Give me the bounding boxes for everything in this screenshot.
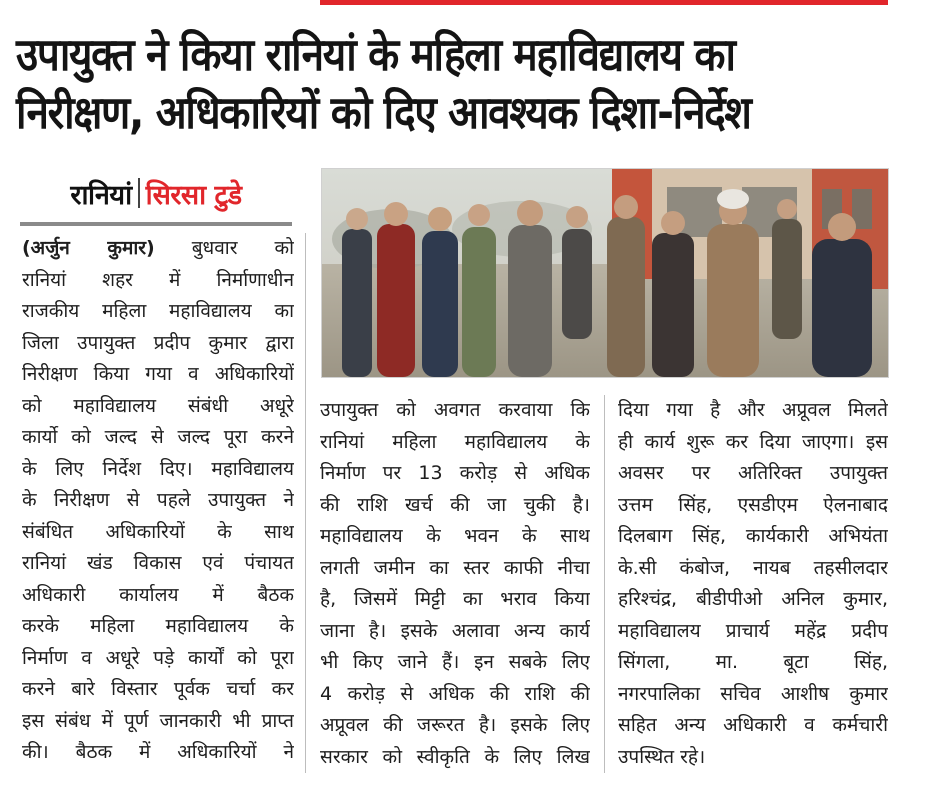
column1-line: रानियां खंड विकास एवं पंचायत (22, 552, 294, 574)
news-photo (321, 168, 889, 378)
column2-line: भी किए जाने हैं। इन सबके लिए (320, 651, 590, 673)
column2-line: महाविद्यालय के भवन के साथ (320, 525, 590, 547)
article-column-1 (22, 233, 294, 769)
column1-line: करने बारे विस्तार पूर्वक चर्चा कर (22, 678, 294, 700)
column3-line: सिंगला, मा. बूटा सिंह, (618, 651, 888, 673)
column1-line-0: बुधवार को (154, 237, 294, 259)
column3-line: दिया गया है और अप्रूवल मिलते (618, 399, 888, 421)
column2-line: सरकार को स्वीकृति के लिए लिख (320, 745, 590, 768)
column1-line: जिला उपायुक्त प्रदीप कुमार द्वारा (22, 331, 294, 354)
column2-line: निर्माण पर 13 करोड़ से अधिक (320, 462, 590, 484)
column1-line: के लिए निर्देश दिए। महाविद्यालय (22, 457, 294, 480)
top-red-rule (320, 0, 888, 5)
column2-line: उपायुक्त को अवगत करवाया कि (320, 399, 590, 421)
column3-line: नगरपालिका सचिव आशीष कुमार (618, 682, 888, 705)
dateline-place: रानियां (70, 179, 132, 211)
column1-line: अधिकारी कार्यालय में बैठक (22, 583, 294, 606)
byline: (अर्जुन कुमार) (22, 237, 155, 259)
article-column-2 (320, 395, 590, 773)
dateline-separator (138, 178, 140, 208)
dateline-underline (20, 222, 292, 226)
column-divider-1 (305, 233, 306, 773)
column1-line: निरीक्षण किया गया व अधिकारियों (22, 363, 294, 385)
column2-line: की राशि खर्च की जा चुकी है। (320, 493, 590, 516)
column1-line: के निरीक्षण से पहले उपायुक्त ने (22, 489, 294, 511)
headline (16, 26, 826, 142)
column3-line: महाविद्यालय प्राचार्य महेंद्र प्रदीप (618, 619, 888, 642)
article-column-3 (618, 395, 888, 773)
column3-line: हरिश्चंद्र, बीडीपीओ अनिल कुमार, (618, 588, 888, 610)
column2-line: जाना है। इसके अलावा अन्य कार्य (320, 619, 590, 642)
column3-line: दिलबाग सिंह, कार्यकारी अभियंता (618, 525, 888, 547)
column1-line: को महाविद्यालय संबंधी अधूरे (22, 394, 294, 417)
column3-line: सहित अन्य अधिकारी व कर्मचारी (618, 714, 888, 736)
column1-line: कार्यो को जल्द से जल्द पूरा करने (22, 426, 294, 448)
dateline-paper-name: सिरसा टुडे (145, 179, 242, 211)
column3-line: उपस्थित रहे। (618, 745, 706, 768)
column2-line: लगती जमीन का स्तर काफी नीचा (320, 556, 590, 579)
column2-line: 4 करोड़ से अधिक की राशि की (320, 682, 590, 705)
column1-line: करके महिला महाविद्यालय के (22, 615, 294, 637)
column3-line: ही कार्य शुरू कर दिया जाएगा। इस (618, 430, 888, 453)
column1-line: इस संबंध में पूर्ण जानकारी भी प्राप्त (22, 709, 294, 732)
column1-line: संबंधित अधिकारियों के साथ (22, 520, 294, 543)
column3-line: के.सी कंबोज, नायब तहसीलदार (618, 556, 888, 579)
news-photo-illustration (322, 169, 888, 377)
column1-line: की। बैठक में अधिकारियों ने (22, 741, 294, 763)
column1-line (22, 233, 294, 265)
headline-line-2: निरीक्षण, अधिकारियों को दिए आवश्यक दिशा-निर्देश (16, 86, 751, 139)
column3-line: उत्तम सिंह, एसडीएम ऐलनाबाद (618, 493, 888, 516)
column1-line: राजकीय महिला महाविद्यालय का (22, 300, 294, 322)
column-divider-2 (604, 395, 605, 773)
column2-line: रानियां महिला महाविद्यालय के (320, 430, 590, 453)
headline-line-1: उपायुक्त ने किया रानियां के महिला महाविद्यालय का (16, 28, 735, 81)
column2-line: है, जिसमें मिट्टी का भराव किया (320, 588, 590, 610)
dateline (20, 170, 292, 216)
column1-line: निर्माण व अधूरे पड़े कार्यों को पूरा (22, 646, 294, 669)
column2-line: अप्रूवल की जरूरत है। इसके लिए (320, 714, 590, 736)
column3-line: अवसर पर अतिरिक्त उपायुक्त (618, 462, 888, 484)
column1-line: रानियां शहर में निर्माणाधीन (22, 268, 294, 291)
